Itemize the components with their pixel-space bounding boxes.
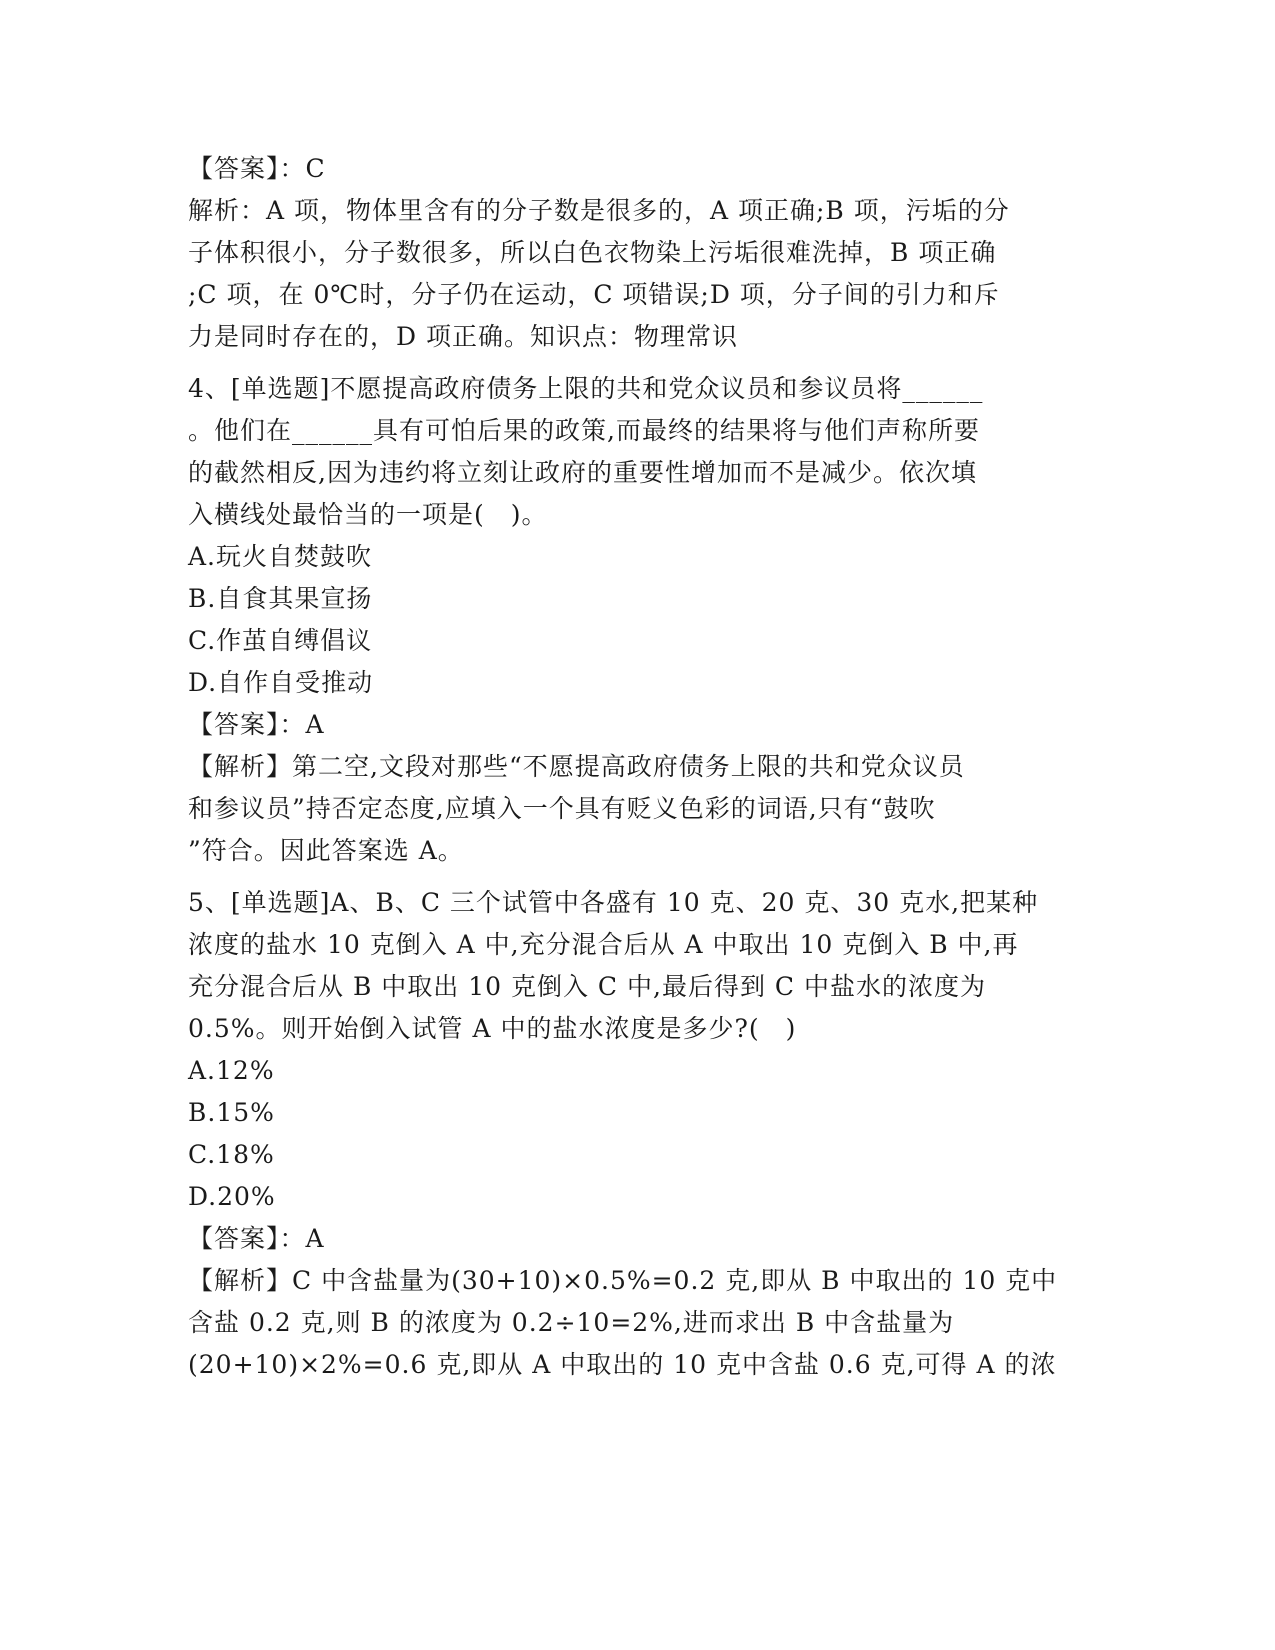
q3-analysis-line: ;C 项，在 0℃时，分子仍在运动，C 项错误;D 项，分子间的引力和斥: [188, 280, 1000, 309]
question-3-block: [188, 148, 1088, 358]
q4-option-c: C.作茧自缚倡议: [188, 626, 373, 655]
q5-option-b: B.15%: [188, 1098, 275, 1127]
spacer: [188, 872, 1088, 882]
q4-analysis-line: ”符合。因此答案选 A。: [188, 836, 464, 865]
question-5-block: [188, 882, 1088, 1386]
q5-analysis-line: (20+10)×2%=0.6 克,即从 A 中取出的 10 克中含盐 0.6 克,可得 A 的浓: [188, 1350, 1057, 1379]
q5-stem-line: 充分混合后从 B 中取出 10 克倒入 C 中,最后得到 C 中盐水的浓度为: [188, 972, 986, 1001]
q5-answer: 【答案】：A: [188, 1224, 325, 1253]
q4-option-a: A.玩火自焚鼓吹: [188, 542, 373, 571]
q3-analysis-line: 力是同时存在的，D 项正确。知识点：物理常识: [188, 322, 738, 351]
q5-stem-line: 浓度的盐水 10 克倒入 A 中,充分混合后从 A 中取出 10 克倒入 B 中,再: [188, 930, 1019, 959]
q5-option-a: A.12%: [188, 1056, 275, 1085]
q5-option-c: C.18%: [188, 1140, 275, 1169]
q4-analysis-line: 【解析】第二空,文段对那些“不愿提高政府债务上限的共和党众议员: [188, 752, 965, 781]
q4-answer: 【答案】：A: [188, 710, 325, 739]
q5-stem-line: 0.5%。则开始倒入试管 A 中的盐水浓度是多少?( ): [188, 1014, 797, 1043]
q4-option-d: D.自作自受推动: [188, 668, 374, 697]
q3-answer: 【答案】：C: [188, 154, 326, 183]
q4-stem-line: 的截然相反,因为违约将立刻让政府的重要性增加而不是减少。依次填: [188, 458, 977, 487]
question-4-block: [188, 368, 1088, 872]
spacer: [188, 358, 1088, 368]
q5-analysis-line: 【解析】C 中含盐量为(30+10)×0.5%=0.2 克,即从 B 中取出的 10 克中: [188, 1266, 1058, 1295]
q4-analysis-line: 和参议员”持否定态度,应填入一个具有贬义色彩的词语,只有“鼓吹: [188, 794, 936, 823]
document-page: [188, 148, 1088, 1386]
q5-stem-line: 5、[单选题]A、B、C 三个试管中各盛有 10 克、20 克、30 克水,把某种: [188, 888, 1039, 917]
q4-stem-line: 4、[单选题]不愿提高政府债务上限的共和党众议员和参议员将______: [188, 374, 984, 403]
q5-analysis-line: 含盐 0.2 克,则 B 的浓度为 0.2÷10=2%,进而求出 B 中含盐量为: [188, 1308, 955, 1337]
q4-stem-line: 。他们在______具有可怕后果的政策,而最终的结果将与他们声称所要: [188, 416, 980, 445]
q3-analysis-line: 解析：A 项，物体里含有的分子数是很多的，A 项正确;B 项，污垢的分: [188, 196, 1010, 225]
q4-stem-line: 入横线处最恰当的一项是( )。: [188, 500, 548, 529]
q4-option-b: B.自食其果宣扬: [188, 584, 373, 613]
q3-analysis-line: 子体积很小，分子数很多，所以白色衣物染上污垢很难洗掉，B 项正确: [188, 238, 997, 267]
q5-option-d: D.20%: [188, 1182, 276, 1211]
